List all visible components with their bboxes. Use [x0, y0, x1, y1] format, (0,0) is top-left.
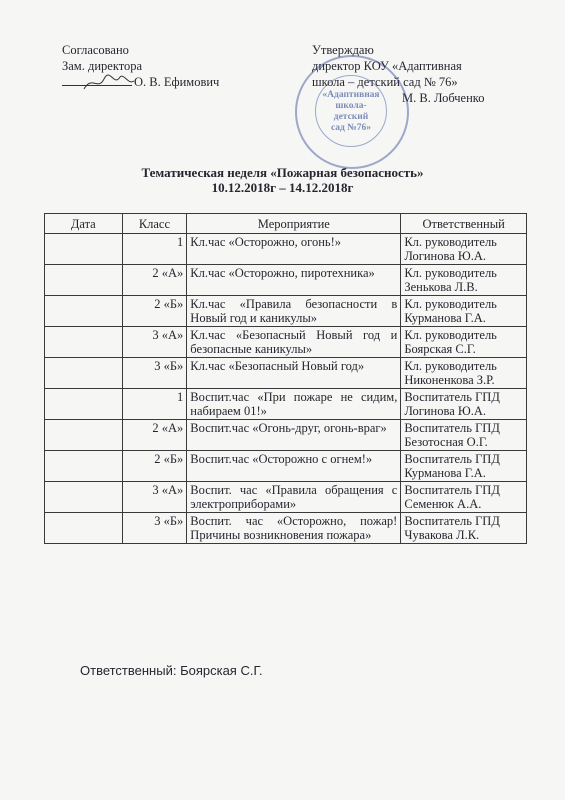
cell-event: Воспит. час «Осторожно, пожар! Причины возникновения пожара» — [187, 513, 401, 544]
approval-signature-line-left — [62, 74, 219, 90]
approval-label-right: Утверждаю — [312, 43, 374, 57]
cell-class: 3 «А» — [122, 327, 187, 358]
cell-event: Воспит. час «Правила обращения с электроприборами» — [187, 482, 401, 513]
cell-date — [45, 234, 123, 265]
cell-class: 3 «Б» — [122, 513, 187, 544]
table-row — [45, 482, 527, 513]
cell-date — [45, 482, 123, 513]
cell-event: Кл.час «Безопасный Новый год и безопасные каникулы» — [187, 327, 401, 358]
cell-responsible: Кл. руководитель Курманова Г.А. — [401, 296, 527, 327]
cell-responsible: Кл. руководитель Боярская С.Г. — [401, 327, 527, 358]
cell-responsible: Воспитатель ГПД Курманова Г.А. — [401, 451, 527, 482]
footer-responsible: Ответственный: Боярская С.Г. — [80, 663, 263, 678]
approval-name-left: О. В. Ефимович — [134, 75, 220, 89]
approval-position-right-1: директор КОУ «Адаптивная — [312, 59, 462, 73]
table-row — [45, 451, 527, 482]
approval-label-left: Согласовано — [62, 43, 129, 57]
cell-event: Кл.час «Правила безопасности в Новый год и каникулы» — [187, 296, 401, 327]
table-row — [45, 327, 527, 358]
table-row — [45, 420, 527, 451]
cell-class: 3 «Б» — [122, 358, 187, 389]
cell-class: 1 — [122, 234, 187, 265]
stamp-line: сад №76» — [330, 123, 372, 133]
header-class: Класс — [122, 214, 187, 234]
cell-responsible: Кл. руководитель Зенькова Л.В. — [401, 265, 527, 296]
signature-line — [62, 85, 132, 86]
cell-class: 2 «А» — [122, 420, 187, 451]
cell-class: 2 «А» — [122, 265, 187, 296]
approval-block-left — [62, 42, 219, 90]
cell-event: Кл.час «Осторожно, пиротехника» — [187, 265, 401, 296]
cell-responsible: Кл. руководитель Никоненкова З.Р. — [401, 358, 527, 389]
cell-date — [45, 265, 123, 296]
cell-class: 2 «Б» — [122, 296, 187, 327]
table-row — [45, 296, 527, 327]
table-header-row — [45, 214, 527, 234]
approval-position-right-2: школа – детский сад № 76» — [312, 75, 458, 89]
cell-date — [45, 327, 123, 358]
table-row — [45, 265, 527, 296]
approval-name-right: М. В. Лобченко — [402, 91, 485, 105]
header-date: Дата — [45, 214, 123, 234]
cell-responsible: Кл. руководитель Логинова Ю.А. — [401, 234, 527, 265]
signature-graphic — [82, 71, 137, 93]
cell-date — [45, 451, 123, 482]
stamp-text — [321, 90, 381, 134]
cell-responsible: Воспитатель ГПД Семенюк А.А. — [401, 482, 527, 513]
cell-date — [45, 389, 123, 420]
cell-class: 1 — [122, 389, 187, 420]
cell-event: Кл.час «Осторожно, огонь!» — [187, 234, 401, 265]
cell-date — [45, 296, 123, 327]
table-row — [45, 358, 527, 389]
document-title: Тематическая неделя «Пожарная безопасность» — [141, 165, 424, 180]
cell-event: Воспит.час «Огонь-друг, огонь-враг» — [187, 420, 401, 451]
cell-responsible: Воспитатель ГПД Безотосная О.Г. — [401, 420, 527, 451]
cell-event: Воспит.час «Осторожно с огнем!» — [187, 451, 401, 482]
table-row — [45, 389, 527, 420]
cell-class: 2 «Б» — [122, 451, 187, 482]
cell-date — [45, 358, 123, 389]
cell-date — [45, 513, 123, 544]
stamp-line: школа- — [335, 101, 367, 111]
cell-responsible: Воспитатель ГПД Чувакова Л.К. — [401, 513, 527, 544]
cell-event: Кл.час «Безопасный Новый год» — [187, 358, 401, 389]
stamp-line: детский — [333, 112, 369, 122]
header-responsible: Ответственный — [401, 214, 527, 234]
document-dates: 10.12.2018г – 14.12.2018г — [211, 180, 354, 195]
table-row — [45, 234, 527, 265]
events-table — [44, 213, 527, 544]
approval-position-left: Зам. директора — [62, 59, 143, 73]
cell-responsible: Воспитатель ГПД Логинова Ю.А. — [401, 389, 527, 420]
school-stamp — [295, 55, 409, 169]
cell-class: 3 «А» — [122, 482, 187, 513]
cell-date — [45, 420, 123, 451]
cell-event: Воспит.час «При пожаре не сидим, набираем 01!» — [187, 389, 401, 420]
header-event: Мероприятие — [187, 214, 401, 234]
table-row — [45, 513, 527, 544]
stamp-line: «Адаптивная — [322, 90, 380, 100]
